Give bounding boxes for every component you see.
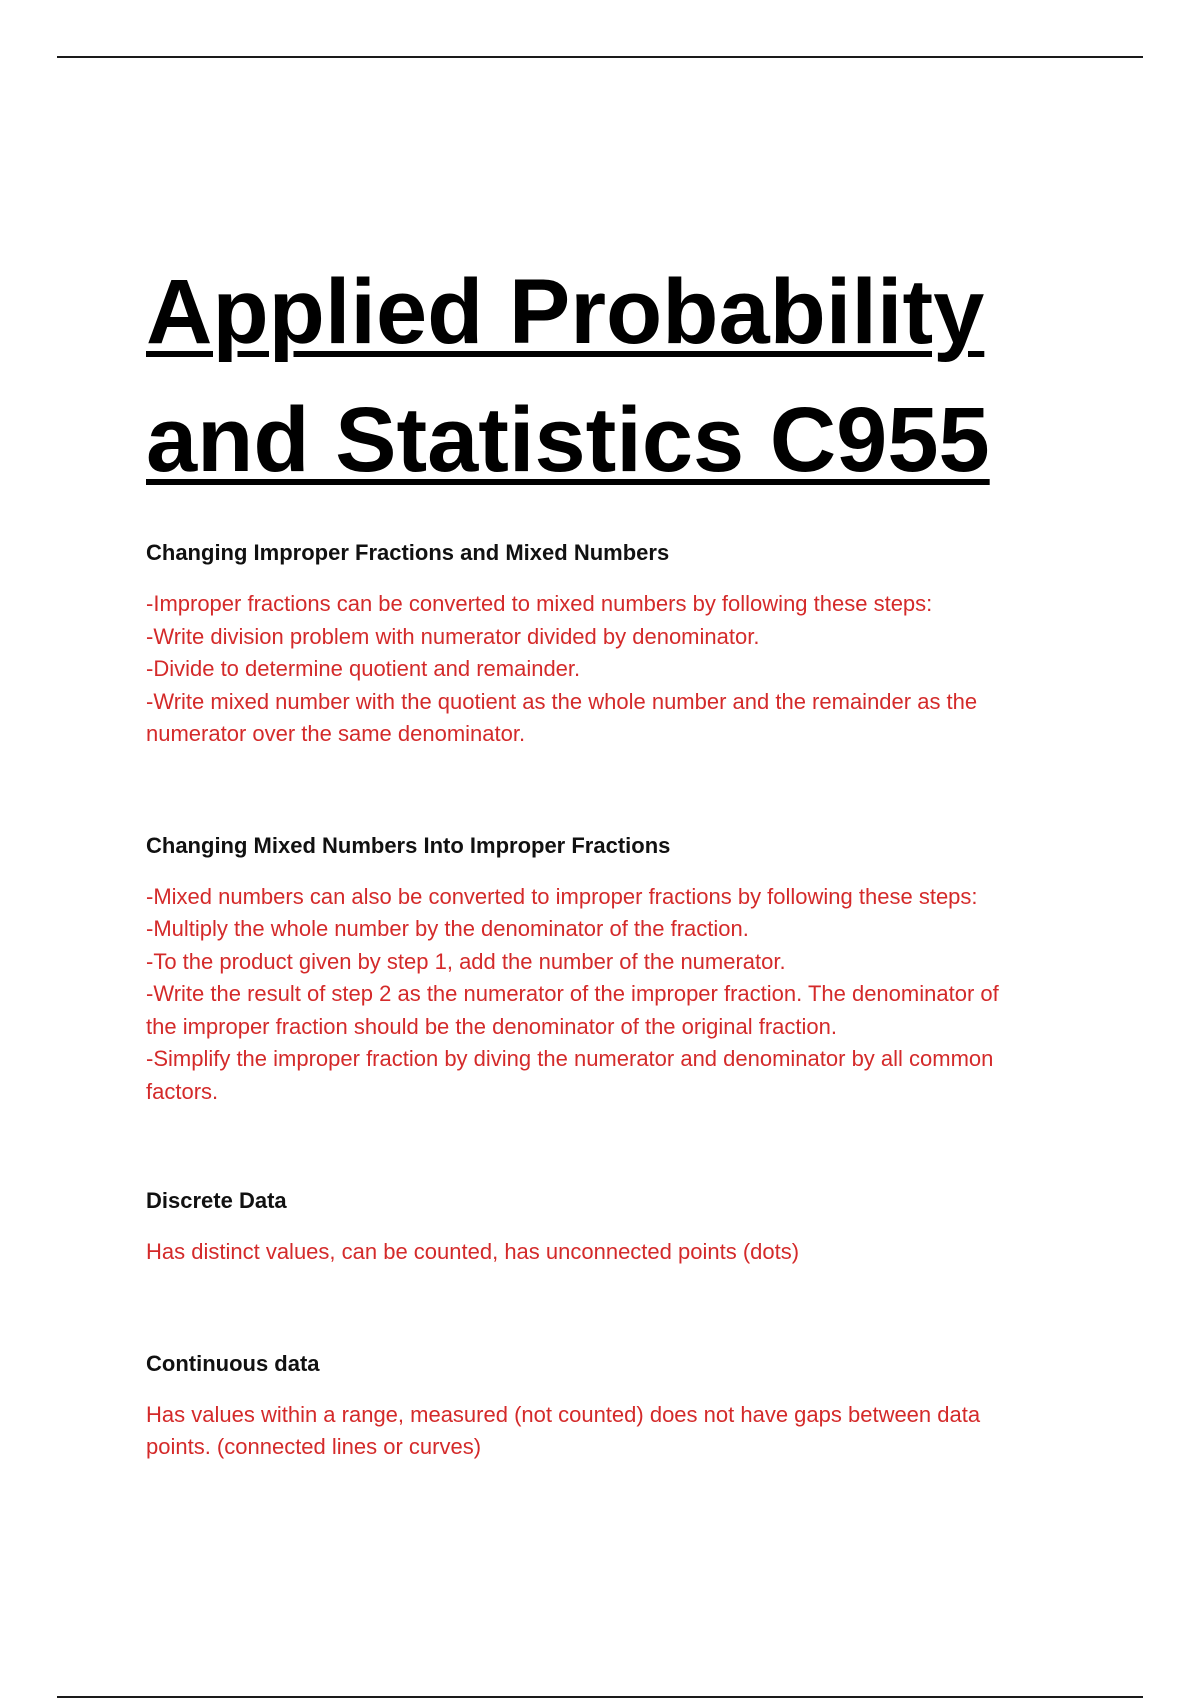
- section-heading: Continuous data: [146, 1350, 320, 1376]
- body-line: Has distinct values, can be counted, has unconnected points (dots): [146, 1239, 800, 1264]
- section-heading: Changing Mixed Numbers Into Improper Fractions: [146, 832, 671, 858]
- body-line: -Mixed numbers can also be converted to improper fractions by following these steps:: [146, 883, 978, 909]
- body-line: -Simplify the improper fraction by diving the numerator and denominator by all common: [146, 1046, 994, 1071]
- section-improper-to-mixed: [146, 538, 1106, 751]
- body-line: -Write the result of step 2 as the numerator of the improper fraction. The denominator of: [146, 981, 999, 1006]
- section-body: [146, 588, 1106, 751]
- section-heading: Discrete Data: [146, 1188, 287, 1213]
- section-body: [146, 1236, 1106, 1269]
- title-line-1: Applied Probability: [146, 261, 985, 363]
- body-line: Has values within a range, measured (not counted) does not have gaps between data: [146, 1401, 981, 1427]
- body-line: -Divide to determine quotient and remainder.: [146, 656, 581, 681]
- body-line: points. (connected lines or curves): [146, 1434, 482, 1459]
- body-line: the improper fraction should be the denominator of the original fraction.: [146, 1013, 837, 1039]
- title-line-2: and Statistics C955: [146, 389, 990, 491]
- section-mixed-to-improper: [146, 831, 1106, 1109]
- section-continuous-data: [146, 1349, 1106, 1464]
- section-body: [146, 881, 1106, 1109]
- section-heading: Changing Improper Fractions and Mixed Numbers: [146, 540, 670, 565]
- body-line: -Multiply the whole number by the denominator of the fraction.: [146, 916, 749, 941]
- body-line: -To the product given by step 1, add the number of the numerator.: [146, 948, 786, 974]
- body-line: -Write division problem with numerator divided by denominator.: [146, 623, 760, 649]
- section-body: [146, 1399, 1106, 1464]
- body-line: -Write mixed number with the quotient as the whole number and the remainder as the: [146, 688, 978, 714]
- section-discrete-data: [146, 1186, 1106, 1269]
- body-line: factors.: [146, 1078, 219, 1104]
- bottom-rule: [57, 1696, 1143, 1698]
- top-rule: [57, 56, 1143, 58]
- body-line: -Improper fractions can be converted to mixed numbers by following these steps:: [146, 591, 933, 616]
- document-title: [146, 248, 1106, 504]
- body-line: numerator over the same denominator.: [146, 721, 526, 746]
- document-content: [146, 248, 1106, 1464]
